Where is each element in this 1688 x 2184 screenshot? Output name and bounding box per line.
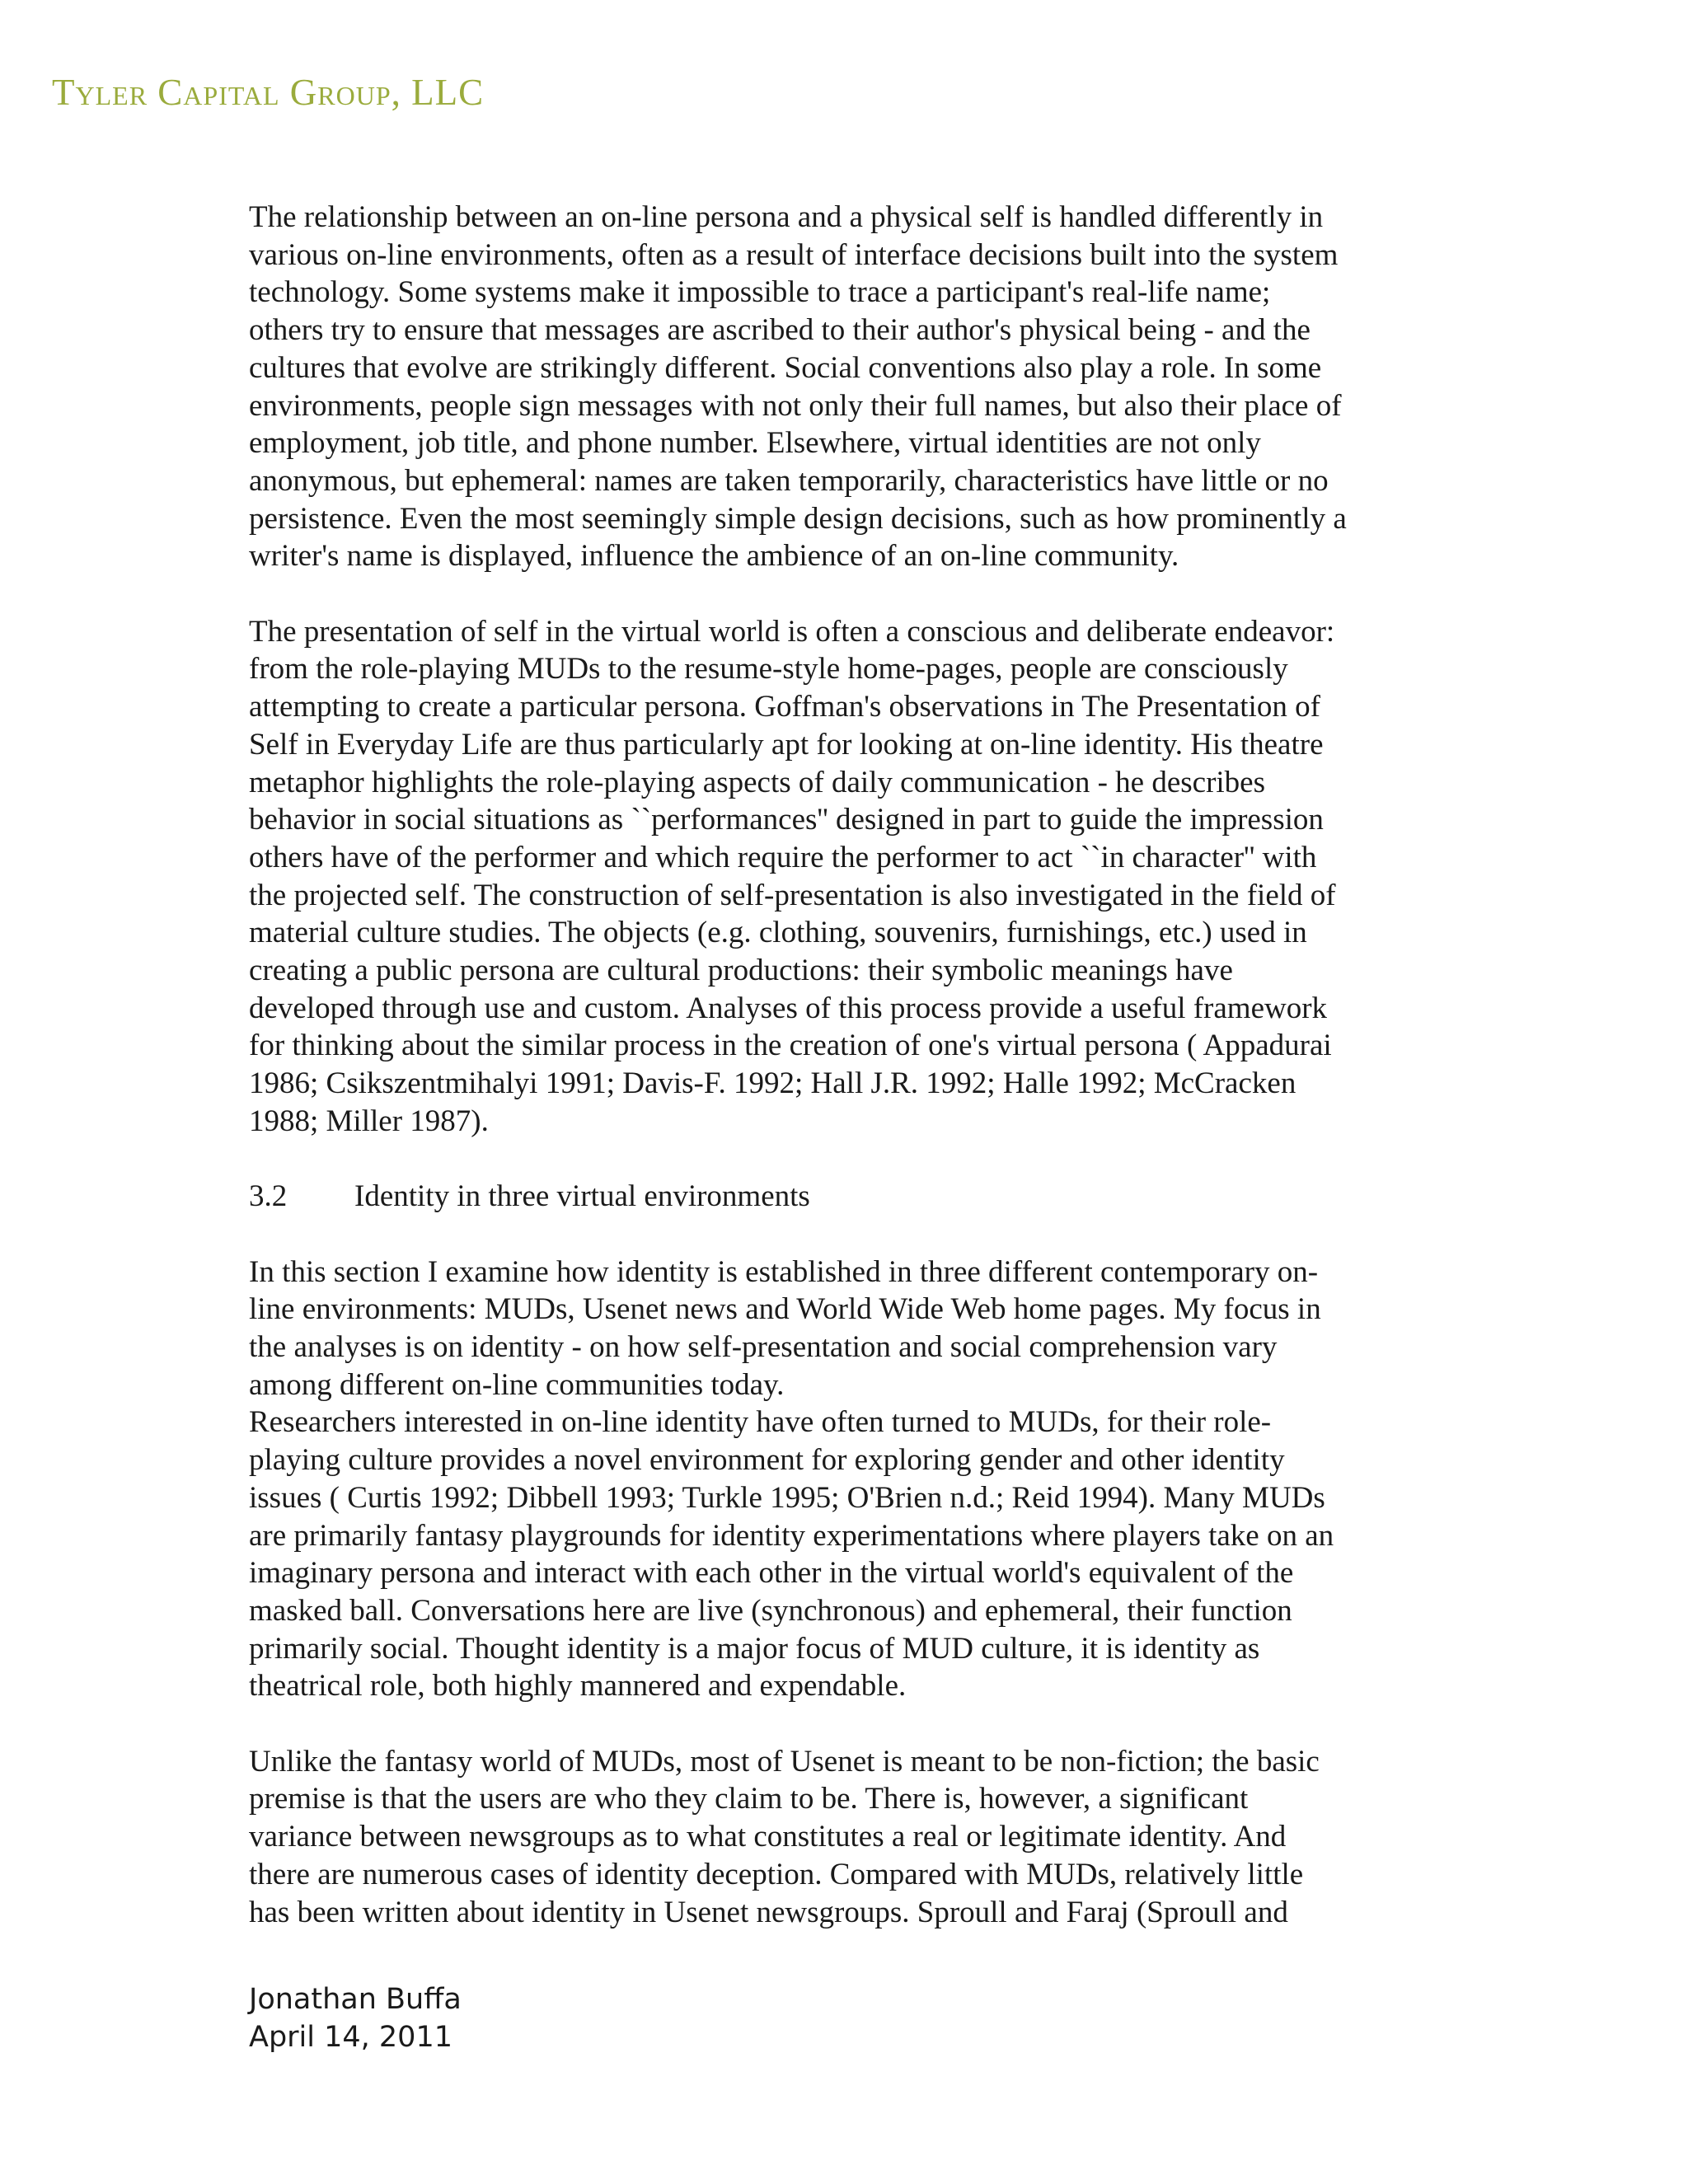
text-line: various on-line environments, often as a result of interface decisions built into the system xyxy=(249,237,1339,272)
document-body xyxy=(249,199,1452,1969)
text-line: Self in Everyday Life are thus particularly apt for looking at on-line identity. His theatre xyxy=(249,727,1324,762)
text-line: are primarily fantasy playgrounds for identity experimentations where players take on an xyxy=(249,1518,1334,1553)
paragraph-section-intro xyxy=(249,1254,1452,1404)
text-line: variance between newsgroups as to what constitutes a real or legitimate identity. And xyxy=(249,1820,1287,1854)
text-line: developed through use and custom. Analyses of this process provide a useful framework xyxy=(249,991,1328,1025)
text-line: 1988; Miller 1987). xyxy=(249,1104,489,1138)
text-line: anonymous, but ephemeral: names are taken temporarily, characteristics have little or no xyxy=(249,463,1329,498)
footer xyxy=(249,1980,462,2056)
paragraph-usenet xyxy=(249,1743,1452,1932)
text-line: 1986; Csikszentmihalyi 1991; Davis-F. 1992; Hall J.R. 1992; Halle 1992; McCracken xyxy=(249,1066,1296,1101)
section-title: Identity in three virtual environments xyxy=(354,1179,810,1214)
text-line: theatrical role, both highly mannered and expendable. xyxy=(249,1669,907,1704)
text-line: premise is that the users are who they claim to be. There is, however, a significant xyxy=(249,1782,1249,1816)
section-number: 3.2 xyxy=(249,1179,288,1214)
paragraph-muds xyxy=(249,1404,1452,1705)
text-line: Unlike the fantasy world of MUDs, most of Usenet is meant to be non-fiction; the basic xyxy=(249,1744,1320,1779)
text-line: The presentation of self in the virtual world is often a conscious and deliberate endeavor: xyxy=(249,614,1335,649)
text-line: writer's name is displayed, influence the ambience of an on-line community. xyxy=(249,539,1179,574)
text-line: masked ball. Conversations here are live (synchronous) and ephemeral, their function xyxy=(249,1593,1292,1628)
text-line: among different on-line communities today. xyxy=(249,1367,785,1402)
text-line: behavior in social situations as ``performances'' designed in part to guide the impression xyxy=(249,803,1324,837)
text-line: there are numerous cases of identity deception. Compared with MUDs, relatively little xyxy=(249,1857,1304,1891)
text-line: playing culture provides a novel environment for exploring gender and other identity xyxy=(249,1443,1285,1478)
text-line: environments, people sign messages with not only their full names, but also their place of xyxy=(249,388,1342,423)
text-line: material culture studies. The objects (e.g. clothing, souvenirs, furnishings, etc.) used in xyxy=(249,916,1307,950)
document-date: April 14, 2011 xyxy=(249,2021,452,2054)
text-line: primarily social. Thought identity is a major focus of MUD culture, it is identity as xyxy=(249,1631,1260,1666)
author-name: Jonathan Buffa xyxy=(249,1983,462,2016)
text-line: The relationship between an on-line persona and a physical self is handled differently in xyxy=(249,200,1324,234)
text-line: for thinking about the similar process in the creation of one's virtual persona ( Appadurai xyxy=(249,1029,1332,1063)
text-line: the projected self. The construction of self-presentation is also investigated in the field of xyxy=(249,878,1336,912)
text-line: metaphor highlights the role-playing aspects of daily communication - he describes xyxy=(249,765,1265,799)
text-line: from the role-playing MUDs to the resume-style home-pages, people are consciously xyxy=(249,652,1288,687)
company-header: Tyler Capital Group, LLC xyxy=(52,72,485,113)
paragraph-online-persona xyxy=(249,199,1452,575)
section-heading xyxy=(249,1178,1452,1216)
text-line: line environments: MUDs, Usenet news and World Wide Web home pages. My focus in xyxy=(249,1292,1321,1327)
text-line: cultures that evolve are strikingly different. Social conventions also play a role. In some xyxy=(249,350,1322,385)
text-line: In this section I examine how identity is established in three different contemporary on- xyxy=(249,1254,1319,1289)
text-line: issues ( Curtis 1992; Dibbell 1993; Turkle 1995; O'Brien n.d.; Reid 1994). Many MUDs xyxy=(249,1480,1325,1515)
text-line: creating a public persona are cultural productions: their symbolic meanings have xyxy=(249,954,1233,988)
text-line: others have of the performer and which require the performer to act ``in character'' with xyxy=(249,840,1317,874)
paragraph-presentation-of-self xyxy=(249,613,1452,1141)
text-line: the analyses is on identity - on how self-presentation and social comprehension vary xyxy=(249,1330,1278,1365)
text-line: imaginary persona and interact with each other in the virtual world's equivalent of the xyxy=(249,1556,1294,1591)
text-line: employment, job title, and phone number. Elsewhere, virtual identities are not only xyxy=(249,426,1261,461)
text-line: others try to ensure that messages are ascribed to their author's physical being - and the xyxy=(249,313,1311,348)
text-line: persistence. Even the most seemingly simple design decisions, such as how prominently a xyxy=(249,501,1347,536)
text-line: technology. Some systems make it impossible to trace a participant's real-life name; xyxy=(249,275,1271,310)
text-line: Researchers interested in on-line identity have often turned to MUDs, for their role- xyxy=(249,1405,1272,1440)
text-line: attempting to create a particular persona. Goffman's observations in The Presentation of xyxy=(249,690,1320,724)
text-line: has been written about identity in Usenet newsgroups. Sproull and Faraj (Sproull and xyxy=(249,1895,1288,1929)
